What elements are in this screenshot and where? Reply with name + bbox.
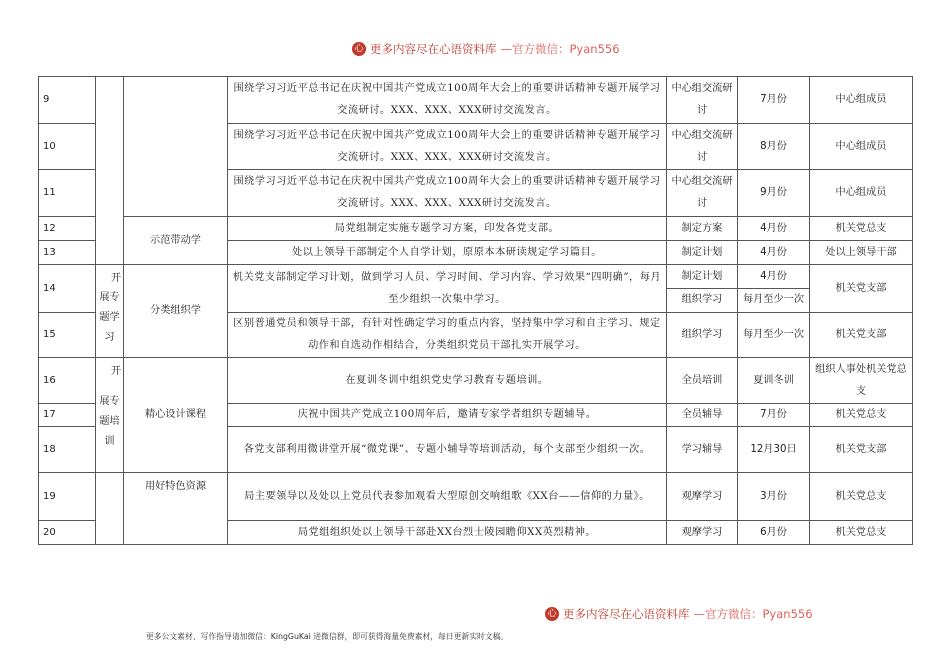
row-content: 庆祝中国共产党成立100周年后，邀请专家学者组织专题辅导。 [228, 404, 667, 427]
row-content: 围绕学习习近平总书记在庆祝中国共产党成立100周年大会上的重要讲话精神专题开展学习交流研讨。XXX、XXX、XXX研讨交流发言。 [228, 124, 667, 170]
row-owner: 组织人事处机关党总支 [810, 358, 913, 404]
row-owner: 机关党支部 [810, 265, 913, 313]
subcategory-class: 分类组织学 [124, 265, 228, 358]
row-method: 全员培训 [667, 358, 738, 404]
row-time: 8月份 [738, 124, 810, 170]
subcategory-resource: 用好特色资源 [124, 473, 228, 545]
category-study [96, 265, 124, 358]
row-number: 14 [39, 265, 96, 313]
footer-note: 更多公文素材、写作指导请加微信：KingGuKai 进微信群，即可获得海量免费素材，每日更新实时文稿。 [146, 632, 509, 641]
watermark-bottom [545, 606, 813, 622]
row-method: 全员辅导 [667, 404, 738, 427]
row-method-2: 组织学习 [681, 294, 723, 305]
category-training [96, 358, 124, 473]
watermark-top [352, 41, 620, 57]
row-method: 学习辅导 [667, 427, 738, 473]
row-owner: 机关党总支 [810, 473, 913, 521]
row-time-split [738, 265, 810, 313]
watermark-logo-icon: 心 [545, 607, 559, 621]
row-method: 中心组交流研讨 [667, 124, 738, 170]
row-number: 20 [39, 521, 96, 545]
row-number: 17 [39, 404, 96, 427]
row-time: 7月份 [738, 77, 810, 124]
row-time: 7月份 [738, 404, 810, 427]
row-number: 13 [39, 241, 96, 265]
row-content: 局党组组织处以上领导干部赴XX台烈士陵园瞻仰XX英烈精神。 [228, 521, 667, 545]
row-number: 11 [39, 170, 96, 217]
table-row [39, 358, 913, 404]
row-number: 9 [39, 77, 96, 124]
category-cell-empty [96, 473, 124, 545]
row-method: 组织学习 [667, 313, 738, 358]
table-row [39, 265, 913, 313]
row-time-2: 每月至少一次 [742, 294, 805, 305]
row-content: 围绕学习习近平总书记在庆祝中国共产党成立100周年大会上的重要讲话精神专题开展学习交流研讨。XXX、XXX、XXX研讨交流发言。 [228, 77, 667, 124]
category-training-text: 展专题培训 [99, 396, 120, 447]
row-number: 19 [39, 473, 96, 521]
row-time: 每月至少一次 [738, 313, 810, 358]
row-owner: 处以上领导干部 [810, 241, 913, 265]
watermark-logo-icon: 心 [352, 42, 366, 56]
table-row [39, 473, 913, 521]
row-number: 16 [39, 358, 96, 404]
row-owner: 中心组成员 [810, 124, 913, 170]
row-content: 局党组制定实施专题学习方案，印发各党支部。 [228, 217, 667, 241]
row-owner: 机关党支部 [810, 313, 913, 358]
row-number: 10 [39, 124, 96, 170]
row-time: 12月30日 [738, 427, 810, 473]
row-content: 在夏训冬训中组织党史学习教育专题培训。 [228, 358, 667, 404]
category-study-text: 展专题学习 [99, 292, 120, 343]
row-owner: 机关党总支 [810, 521, 913, 545]
watermark-suffix: —官方微信：Pyan556 [500, 42, 620, 56]
watermark-text: 更多内容尽在心语资料库 [370, 42, 497, 56]
row-content: 局主要领导以及处以上党员代表参加观看大型原创交响组歌《XX台——信仰的力量》。 [228, 473, 667, 521]
row-content: 处以上领导干部制定个人自学计划，原原本本研读规定学习篇目。 [228, 241, 667, 265]
category-cell-empty [96, 77, 124, 265]
row-time: 9月份 [738, 170, 810, 217]
subcategory-course: 精心设计课程 [124, 358, 228, 473]
row-method: 观摩学习 [667, 473, 738, 521]
row-content: 围绕学习习近平总书记在庆祝中国共产党成立100周年大会上的重要讲话精神专题开展学习交流研讨。XXX、XXX、XXX研讨交流发言。 [228, 170, 667, 217]
row-owner: 机关党总支 [810, 217, 913, 241]
row-time: 4月份 [738, 217, 810, 241]
row-owner: 机关党总支 [810, 404, 913, 427]
row-time: 夏训冬训 [738, 358, 810, 404]
subcategory-cell-empty [124, 77, 228, 217]
row-time: 4月份 [738, 241, 810, 265]
row-owner: 机关党支部 [810, 427, 913, 473]
row-method-split [667, 265, 738, 313]
row-method: 中心组交流研讨 [667, 170, 738, 217]
row-method: 制定计划 [667, 266, 737, 289]
study-plan-table [38, 76, 913, 545]
category-study-top: 开 [110, 273, 121, 284]
row-method: 制定方案 [667, 217, 738, 241]
row-content: 机关党支部制定学习计划，做到学习人员、学习时间、学习内容、学习效果“四明确”，每月至少组织一次集中学习。 [228, 265, 667, 313]
row-number: 18 [39, 427, 96, 473]
row-time: 3月份 [738, 473, 810, 521]
row-owner: 中心组成员 [810, 77, 913, 124]
row-time: 4月份 [738, 266, 809, 289]
subcategory-demo: 示范带动学 [124, 217, 228, 265]
row-content: 区别普通党员和领导干部，有针对性确定学习的重点内容，坚持集中学习和自主学习、规定动作和自选动作相结合，分类组织党员干部扎实开展学习。 [228, 313, 667, 358]
table-row [39, 77, 913, 124]
table-row [39, 217, 913, 241]
row-content: 各党支部利用微讲堂开展“微党课”、专题小辅导等培训活动，每个支部至少组织一次。 [228, 427, 667, 473]
row-time: 6月份 [738, 521, 810, 545]
watermark-text: 更多内容尽在心语资料库 [563, 607, 690, 621]
row-number: 15 [39, 313, 96, 358]
watermark-suffix: —官方微信：Pyan556 [693, 607, 813, 621]
row-method: 中心组交流研讨 [667, 77, 738, 124]
row-method: 观摩学习 [667, 521, 738, 545]
row-owner: 中心组成员 [810, 170, 913, 217]
category-training-top: 开 [110, 366, 121, 377]
row-number: 12 [39, 217, 96, 241]
row-method: 制定计划 [667, 241, 738, 265]
